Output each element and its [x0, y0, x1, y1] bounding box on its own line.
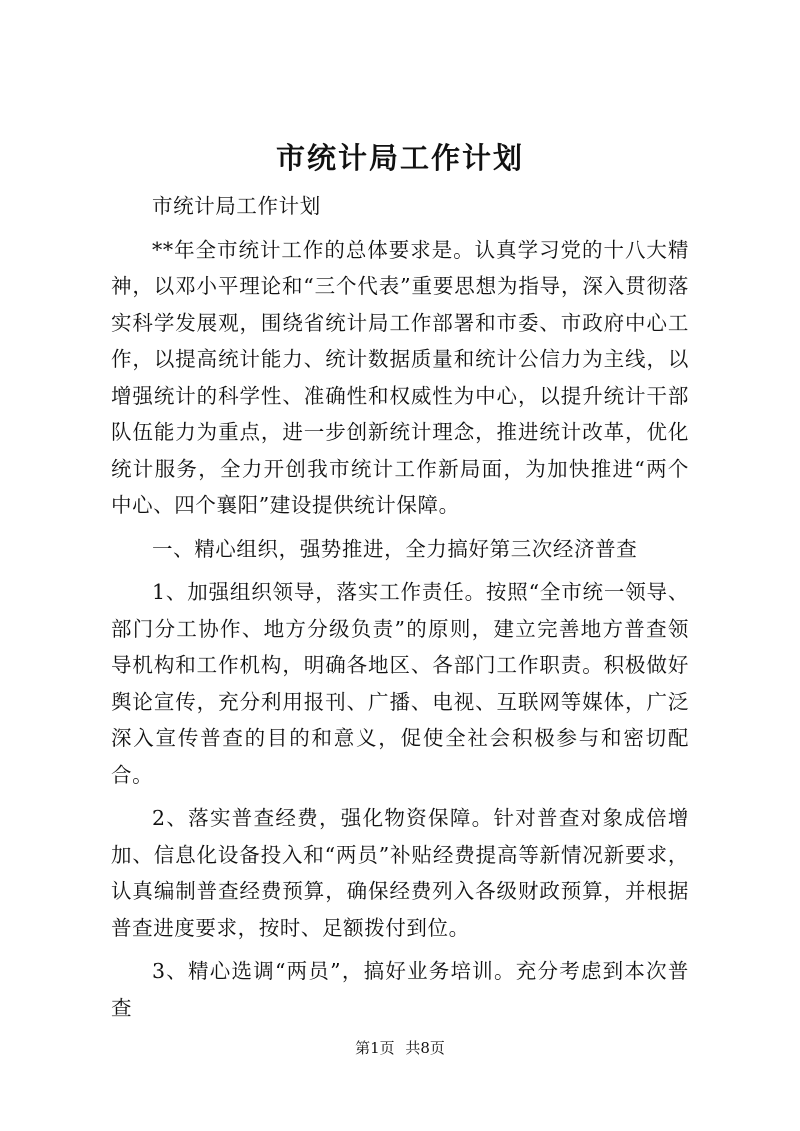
paragraph-item-3: 3、精心选调“两员”，搞好业务培训。充分考虑到本次普查 [111, 959, 689, 1020]
page-total: 共8页 [405, 1039, 445, 1057]
paragraph-item-1: 1、加强组织领导，落实工作责任。按照“全市统一领导、部门分工协作、地方分级负责”的原则，建立完善地方普查领导机构和工作机构，明确各地区、各部门工作职责。积极做好舆论宣传，充分利用报刊、广播、电视、互联网等媒体，广泛深入宣传普查的目的和意义，促使全社会积极参与和密切配合。 [111, 580, 689, 787]
page-title: 市统计局工作计划 [275, 141, 524, 175]
section-heading-1: 一、精心组织，强势推进，全力搞好第三次经济普查 [152, 536, 638, 561]
paragraph-subtitle: 市统计局工作计划 [152, 194, 321, 218]
page-number: 第1页 [355, 1039, 395, 1057]
paragraph-overall-requirements: **年全市统计工作的总体要求是。认真学习党的十八大精神，以邓小平理论和“三个代表”重要思想为指导，深入贯彻落实科学发展观，围绕省统计局工作部署和市委、市政府中心工作，以提高统计能力、统计数据质量和统计公信力为主线，以增强统计的科学性、准确性和权威性为中心，以提升统计干部队伍能力为重点，进一步创新统计理念，推进统计改革，优化统计服务，全力开创我市统计工作新局面，为加快推进“两个中心、四个襄阳”建设提供统计保障。 [111, 237, 689, 517]
document-body [111, 188, 689, 1033]
page-footer [0, 1038, 800, 1058]
paragraph-item-2: 2、落实普查经费，强化物资保障。针对普查对象成倍增加、信息化设备投入和“两员”补贴经费提高等新情况新要求，认真编制普查经费预算，确保经费列入各级财政预算，并根据普查进度要求，按时、足额拨付到位。 [111, 806, 689, 940]
